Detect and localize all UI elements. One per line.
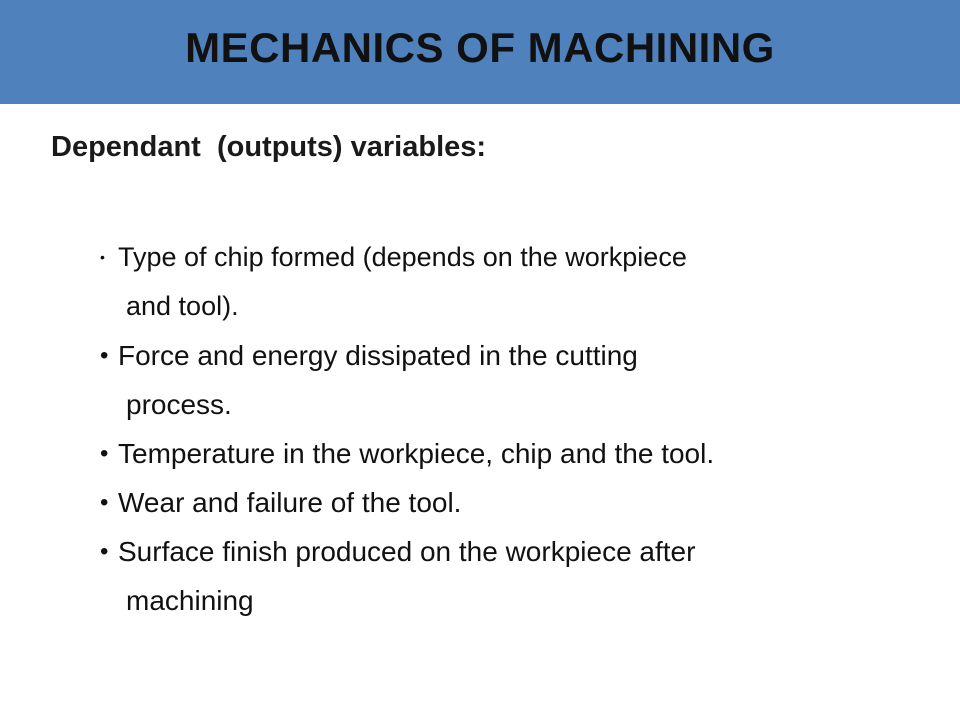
bullet-item-temperature <box>100 429 920 478</box>
title-bar <box>0 0 960 104</box>
bullet-line: Type of chip formed (depends on the workpiece <box>118 242 687 272</box>
slide-title: MECHANICS OF MACHINING <box>185 24 775 71</box>
bullet-item-force-energy <box>100 331 920 429</box>
bullet-item-chip-type <box>100 233 920 331</box>
bullet-item-tool-wear <box>100 478 920 527</box>
bullet-text <box>118 429 714 478</box>
bullet-line: Wear and failure of the tool. <box>118 487 462 518</box>
bullet-marker: • <box>100 440 109 467</box>
slide-subtitle: Dependant (outputs) variables: <box>51 131 487 163</box>
bullet-item-surface-finish <box>100 527 920 625</box>
bullet-marker: • <box>100 342 109 369</box>
bullet-line: Temperature in the workpiece, chip and the tool. <box>118 438 715 469</box>
bullet-text <box>118 527 695 625</box>
bullet-list <box>100 233 920 625</box>
bullet-marker: • <box>100 489 109 516</box>
bullet-line-continued: and tool). <box>126 291 239 321</box>
bullet-text <box>118 233 687 331</box>
bullet-line-continued: process. <box>126 389 232 420</box>
bullet-line: Surface finish produced on the workpiece after <box>118 536 696 567</box>
bullet-text <box>118 331 638 429</box>
bullet-marker: • <box>100 538 109 565</box>
bullet-line-continued: machining <box>126 585 254 616</box>
bullet-text <box>118 478 461 527</box>
bullet-line: Force and energy dissipated in the cutting <box>118 340 638 371</box>
bullet-marker: • <box>100 249 105 265</box>
